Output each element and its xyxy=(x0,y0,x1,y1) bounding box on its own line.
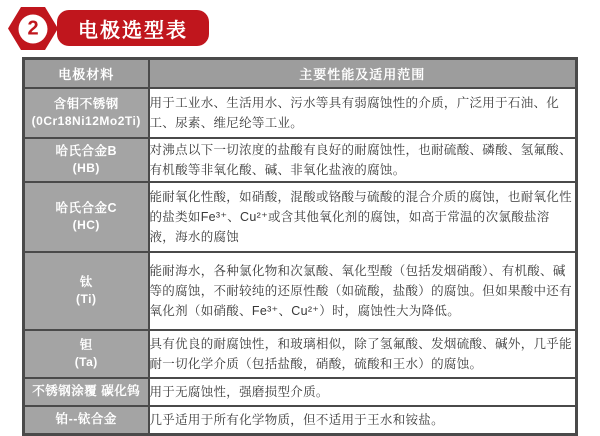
page-header xyxy=(0,0,600,57)
performance-cell: 具有优良的耐腐蚀性，和玻璃相似，除了氢氟酸、发烟硫酸、碱外，几乎能耐一切化学介质（包括盐酸，硝酸，硫酸和王水）的腐蚀。 xyxy=(149,330,577,378)
table-row xyxy=(24,378,577,406)
electrode-selection-table xyxy=(22,57,578,436)
material-cell xyxy=(24,252,149,330)
material-name: 铂--铱合金 xyxy=(55,412,117,427)
performance-cell: 能耐海水，各种氯化物和次氯酸、氧化型酸（包括发烟硝酸）、有机酸、碱等的腐蚀，不耐较纯的还原性酸（如硫酸，盐酸）的腐蚀。但如果酸中还有氧化剂（如硝酸、Fe³⁺、Cu²⁺）时，腐蚀性大为降低。 xyxy=(149,252,577,330)
material-name: 不锈钢涂覆 碳化钨 xyxy=(32,384,141,399)
table-row xyxy=(24,138,577,182)
material-code: (HB) xyxy=(72,161,100,176)
material-cell xyxy=(24,182,149,252)
material-code: (0Cr18Ni12Mo2Ti) xyxy=(31,114,141,129)
performance-cell: 几乎适用于所有化学物质，但不适用于王水和铵盐。 xyxy=(149,406,577,435)
performance-cell: 对沸点以下一切浓度的盐酸有良好的耐腐蚀性，也耐硫酸、磷酸、氢氟酸、有机酸等非氧化酸、碱、非氧化盐液的腐蚀。 xyxy=(149,138,577,182)
material-name: 钽 xyxy=(79,337,93,352)
column-header-performance: 主要性能及适用范围 xyxy=(149,59,577,89)
table-row xyxy=(24,406,577,435)
column-header-material: 电极材料 xyxy=(24,59,149,89)
material-code: (Ta) xyxy=(74,355,98,370)
page-title: 电极选型表 xyxy=(78,19,188,42)
material-cell xyxy=(24,138,149,182)
material-code: (Ti) xyxy=(76,292,97,307)
material-cell xyxy=(24,330,149,378)
table-row xyxy=(24,182,577,252)
section-number-badge xyxy=(8,7,58,50)
material-cell xyxy=(24,406,149,435)
table-row xyxy=(24,252,577,330)
material-code: (HC) xyxy=(72,218,100,233)
title-ribbon xyxy=(57,10,209,46)
table-row xyxy=(24,330,577,378)
table-header-row xyxy=(24,59,577,89)
material-cell xyxy=(24,88,149,138)
performance-cell: 用于无腐蚀性，强磨损型介质。 xyxy=(149,378,577,406)
performance-cell: 能耐氧化性酸，如硝酸，混酸或铬酸与硫酸的混合介质的腐蚀，也耐氧化性的盐类如Fe³⁺、Cu²⁺或含其他氧化剂的腐蚀，如高于常温的次氯酸盐溶液，海水的腐蚀 xyxy=(149,182,577,252)
material-name: 含钼不锈钢 xyxy=(53,96,119,111)
material-name: 钛 xyxy=(79,274,93,289)
material-cell xyxy=(24,378,149,406)
material-name: 哈氏合金C xyxy=(55,200,118,215)
performance-cell: 用于工业水、生活用水、污水等具有弱腐蚀性的介质，广泛用于石油、化工、尿素、维尼纶等工业。 xyxy=(149,88,577,138)
badge-number: 2 xyxy=(19,14,48,43)
table-row xyxy=(24,88,577,138)
material-name: 哈氏合金B xyxy=(55,143,118,158)
